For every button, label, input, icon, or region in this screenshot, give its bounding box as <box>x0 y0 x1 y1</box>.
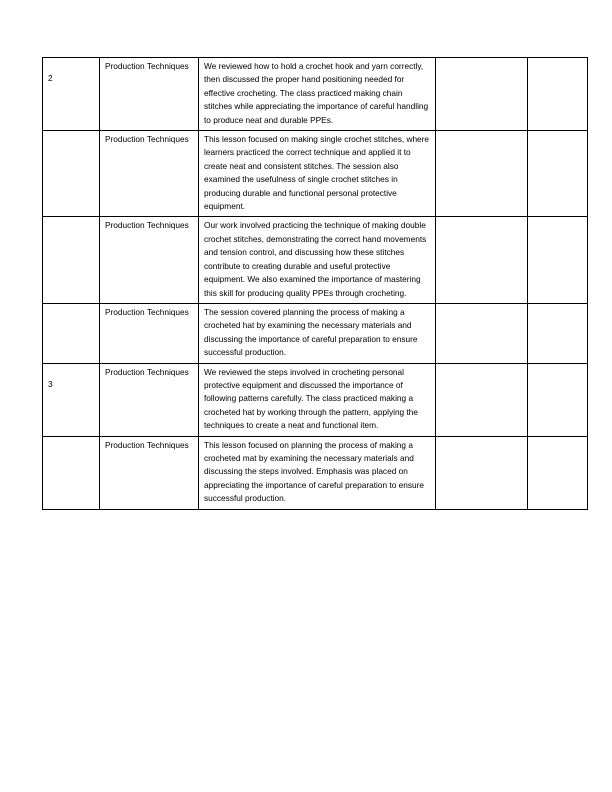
strand-cell: Production Techniques <box>100 436 199 509</box>
empty-cell-5 <box>528 303 588 363</box>
summary-cell: Our work involved practicing the technique of making double crochet stitches, demonstrating the correct hand movements and tension control, and discussing how these stitches contribute to creating durable and useful protective equipment. We also examined the importance of mastering this skill for producing quality PPEs through crocheting. <box>199 217 436 303</box>
empty-cell-4 <box>436 436 528 509</box>
empty-cell-4 <box>436 131 528 217</box>
week-cell <box>43 303 100 363</box>
empty-cell-5 <box>528 363 588 436</box>
table-row <box>43 436 588 509</box>
empty-cell-4 <box>436 58 528 131</box>
table-row <box>43 131 588 217</box>
strand-cell: Production Techniques <box>100 363 199 436</box>
strand-cell: Production Techniques <box>100 217 199 303</box>
week-cell: 2 <box>43 58 100 131</box>
week-cell <box>43 217 100 303</box>
summary-cell: We reviewed how to hold a crochet hook and yarn correctly, then discussed the proper hand positioning needed for effective crocheting. The class practiced making chain stitches while appreciating the importance of careful handling to produce neat and durable PPEs. <box>199 58 436 131</box>
empty-cell-4 <box>436 303 528 363</box>
empty-cell-4 <box>436 217 528 303</box>
summary-cell: This lesson focused on making single crochet stitches, where learners practiced the correct technique and applied it to create neat and consistent stitches. The session also examined the usefulness of single crochet stitches in producing durable and functional personal protective equipment. <box>199 131 436 217</box>
week-cell <box>43 436 100 509</box>
strand-cell: Production Techniques <box>100 303 199 363</box>
empty-cell-5 <box>528 131 588 217</box>
lesson-log-table <box>42 57 588 510</box>
summary-cell: We reviewed the steps involved in crocheting personal protective equipment and discussed the importance of following patterns carefully. The class practiced making a crocheted hat by working through the pattern, applying the techniques to create a neat and functional item. <box>199 363 436 436</box>
week-cell: 3 <box>43 363 100 436</box>
empty-cell-4 <box>436 363 528 436</box>
empty-cell-5 <box>528 217 588 303</box>
table-row <box>43 303 588 363</box>
strand-cell: Production Techniques <box>100 58 199 131</box>
empty-cell-5 <box>528 58 588 131</box>
table-row <box>43 363 588 436</box>
empty-cell-5 <box>528 436 588 509</box>
table-row <box>43 58 588 131</box>
week-cell <box>43 131 100 217</box>
strand-cell: Production Techniques <box>100 131 199 217</box>
summary-cell: This lesson focused on planning the process of making a crocheted mat by examining the necessary materials and discussing the steps involved. Emphasis was placed on appreciating the importance of careful preparation to ensure successful production. <box>199 436 436 509</box>
summary-cell: The session covered planning the process of making a crocheted hat by examining the necessary materials and discussing the importance of careful preparation to ensure successful production. <box>199 303 436 363</box>
table-row <box>43 217 588 303</box>
